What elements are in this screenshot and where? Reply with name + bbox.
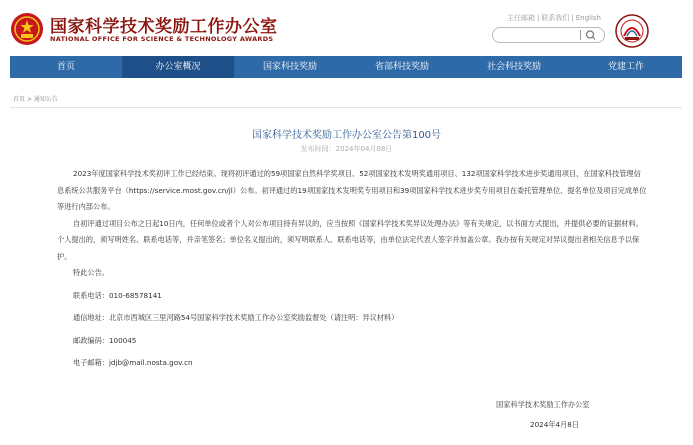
nav-item-social-awards[interactable]: 社会科技奖励	[486, 62, 541, 72]
article-body	[57, 166, 647, 378]
notice-line: 特此公告。	[73, 268, 109, 277]
nav-item-national-awards[interactable]: 国家科技奖励	[262, 62, 317, 72]
nosta-logo-icon[interactable]	[615, 14, 649, 48]
search-box	[492, 27, 605, 43]
article-paragraph: 自初评通过项目公布之日起10日内，任何单位或者个人对公布项目持有异议的，应当按照《国家科学技术奖异议处理办法》等有关规定，以书面方式提出，并提供必要的证据材料。个人提出的，须写明姓名、联系电话等，并亲笔签名；单位名义提出的，须写明联系人、联系电话等，由单位法定代表人签字并加盖公章。我办按有关规定对异议提出者相关信息予以保护。	[57, 218, 643, 261]
search-input[interactable]	[499, 29, 579, 41]
top-links	[507, 13, 601, 23]
nav-item-party-building[interactable]: 党建工作	[607, 62, 644, 72]
article-paragraph: 2023年度国家科学技术奖初评工作已经结束。现将初评通过的59项国家自然科学奖项目、52项国家技术发明奖通用项目、132项国家科学技术进步奖通用项目，在国家科技管理信息系统公共服务平台（https://service.most.gov.cn/jl）公布。初评通过的19项国家技术发明奖专用项目和39项国家科学技术进步奖专用项目在委托管理单位、提名单位及项目完成单位等进行内部公布。	[57, 169, 647, 211]
search-divider	[580, 30, 581, 40]
english-link[interactable]: English	[575, 14, 601, 22]
national-emblem-icon[interactable]	[10, 12, 44, 46]
site-name-en: NATIONAL OFFICE FOR SCIENCE & TECHNOLOGY AWARDS	[50, 35, 274, 43]
contact-us-link[interactable]: 联系我们	[541, 14, 570, 22]
site-header	[0, 0, 693, 56]
nav-item-home[interactable]: 首页	[56, 62, 75, 72]
main-nav	[10, 56, 682, 78]
link-separator: |	[571, 14, 574, 22]
divider	[10, 107, 682, 108]
publish-time: 发布时间：2024年04月08日	[300, 145, 393, 153]
contact-email: 电子邮箱：jdjb@mail.nosta.gov.cn	[73, 358, 193, 367]
contact-address: 通信地址：北京市西城区三里河路54号国家科学技术奖励工作办公室奖励监督处（请注明：异议材料）	[73, 313, 399, 322]
signer: 国家科学技术奖励工作办公室	[496, 400, 590, 409]
breadcrumb-separator: >	[26, 96, 32, 103]
article-title: 国家科学技术奖励工作办公室公告第100号	[251, 130, 442, 141]
contact-postcode: 邮政编码：100045	[73, 335, 137, 345]
breadcrumb-current[interactable]: 通知公告	[33, 96, 58, 103]
site-name-cn[interactable]: 国家科学技术奖励工作办公室	[50, 17, 278, 37]
contact-phone: 联系电话：010-68578141	[73, 290, 162, 300]
nav-item-provincial-awards[interactable]: 省部科技奖励	[374, 62, 429, 72]
search-icon[interactable]	[584, 29, 598, 41]
director-mailbox-link[interactable]: 主任邮箱	[507, 14, 535, 22]
link-separator: |	[537, 14, 540, 22]
breadcrumb-home[interactable]: 首页	[13, 96, 26, 103]
breadcrumb	[13, 94, 58, 103]
nav-item-office-overview[interactable]: 办公室概况	[122, 56, 234, 78]
sign-date: 2024年4月8日	[530, 420, 580, 429]
